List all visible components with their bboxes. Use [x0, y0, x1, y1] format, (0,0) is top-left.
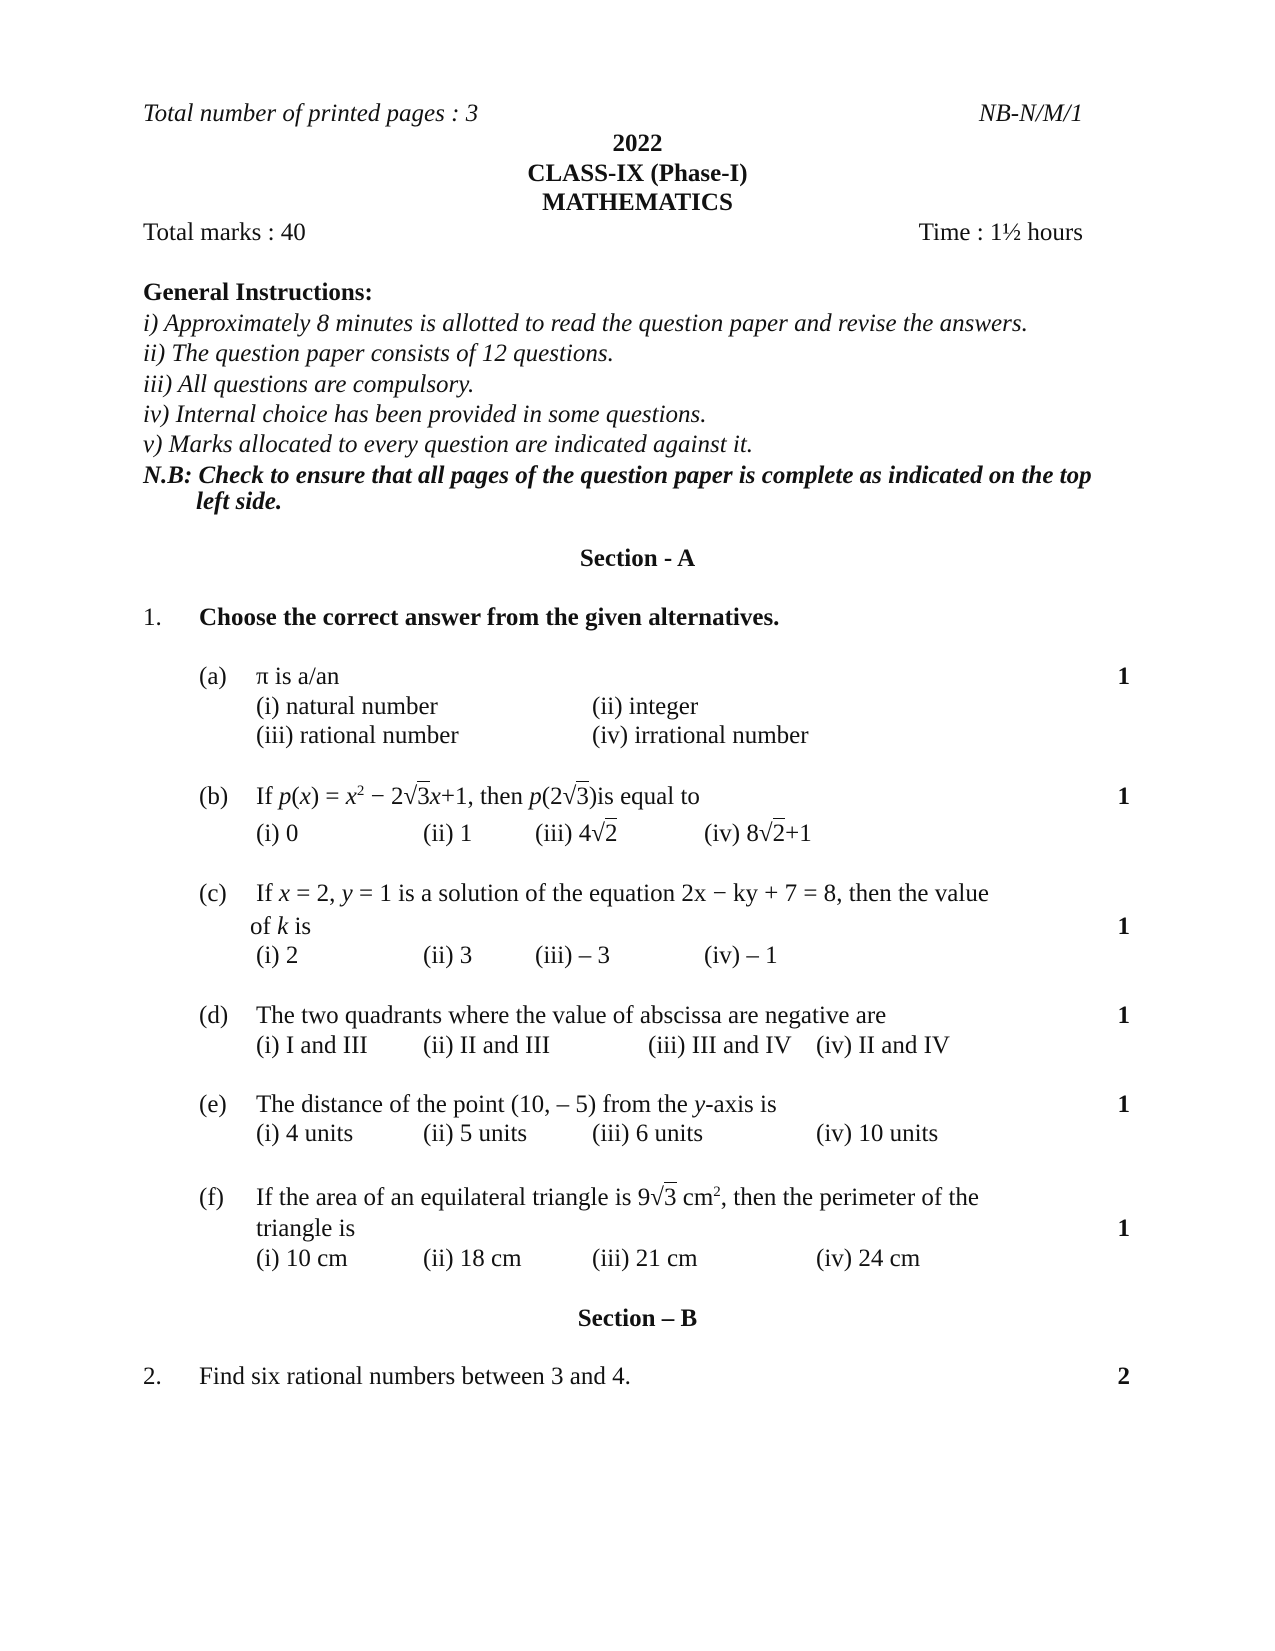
- total-marks: Total marks : 40: [143, 219, 306, 246]
- q1a-label: (a): [199, 663, 227, 690]
- q1d-option-2: (ii) II and III: [423, 1032, 551, 1059]
- nb-note-line-2: left side.: [196, 488, 283, 515]
- q1a-text: π is a/an: [256, 663, 340, 690]
- q1f-option-1: (i) 10 cm: [256, 1245, 348, 1272]
- q1b-option-3: (iii) 4√2: [535, 820, 618, 847]
- q1f-text-line-1: If the area of an equilateral triangle is 9√3 $cm^2$, then the perimeter of the: [256, 1184, 980, 1211]
- q1c-option-1: (i) 2: [256, 942, 299, 969]
- q1e-option-3: (iii) 6 units: [592, 1120, 704, 1147]
- q1d-option-4: (iv) II and IV: [816, 1032, 950, 1059]
- q1c-option-2: (ii) 3: [423, 942, 473, 969]
- q1a-option-4: (iv) irrational number: [592, 722, 809, 749]
- q1f-option-3: (iii) 21 cm: [592, 1245, 698, 1272]
- q1c-text-line-2: of k is: [250, 913, 312, 940]
- question-2-marks: 2: [1117, 1363, 1130, 1390]
- instructions-heading: General Instructions:: [143, 279, 373, 306]
- instruction-1: i) Approximately 8 minutes is allotted to read the question paper and revise the answers.: [143, 310, 1028, 337]
- question-1-number: 1.: [143, 604, 162, 631]
- q1e-label: (e): [199, 1091, 227, 1118]
- instruction-5: v) Marks allocated to every question are indicated against it.: [143, 431, 754, 458]
- q1d-option-3: (iii) III and IV: [648, 1032, 792, 1059]
- instruction-4: iv) Internal choice has been provided in some questions.: [143, 401, 707, 428]
- q1c-marks: 1: [1117, 913, 1130, 940]
- q1f-option-2: (ii) 18 cm: [423, 1245, 522, 1272]
- q1c-label: (c): [199, 880, 227, 907]
- class-title: CLASS-IX (Phase-I): [527, 160, 748, 187]
- q1e-option-2: (ii) 5 units: [423, 1120, 528, 1147]
- nb-note-line-1: N.B: Check to ensure that all pages of the question paper is complete as indicated on the top: [143, 462, 1092, 489]
- time-allowed: Time : 1½ hours: [918, 219, 1083, 246]
- q1a-option-3: (iii) rational number: [256, 722, 459, 749]
- q1a-option-2: (ii) integer: [592, 693, 699, 720]
- q1c-text-line-1: If x = 2, y = 1 is a solution of the equation 2x − ky + 7 = 8, then the value: [256, 880, 989, 907]
- printed-pages-note: Total number of printed pages : 3: [143, 100, 479, 127]
- section-a-title: Section - A: [579, 545, 696, 572]
- q1d-marks: 1: [1117, 1002, 1130, 1029]
- q1f-label: (f): [199, 1184, 224, 1211]
- q1b-label: (b): [199, 783, 229, 810]
- paper-code: NB-N/M/1: [978, 100, 1083, 127]
- q1f-option-4: (iv) 24 cm: [816, 1245, 921, 1272]
- q1c-option-3: (iii) – 3: [535, 942, 610, 969]
- q1e-option-4: (iv) 10 units: [816, 1120, 939, 1147]
- question-2-number: 2.: [143, 1363, 162, 1390]
- q1e-marks: 1: [1117, 1091, 1130, 1118]
- q1f-text-line-2: triangle is: [256, 1215, 356, 1242]
- q1d-label: (d): [199, 1002, 229, 1029]
- q1d-option-1: (i) I and III: [256, 1032, 368, 1059]
- q1b-option-2: (ii) 1: [423, 820, 473, 847]
- q1d-text: The two quadrants where the value of abscissa are negative are: [256, 1002, 887, 1029]
- q1b-option-1: (i) 0: [256, 820, 299, 847]
- q1f-marks: 1: [1117, 1215, 1130, 1242]
- q1e-text: The distance of the point (10, – 5) from the y-axis is: [256, 1091, 777, 1118]
- exam-year: 2022: [612, 130, 663, 157]
- subject-title: MATHEMATICS: [542, 189, 733, 216]
- section-b-title: Section – B: [577, 1305, 698, 1332]
- q1c-option-4: (iv) – 1: [704, 942, 778, 969]
- q1b-marks: 1: [1117, 783, 1130, 810]
- question-2-text: Find six rational numbers between 3 and 4.: [199, 1363, 631, 1390]
- question-1-text: Choose the correct answer from the given alternatives.: [199, 604, 780, 631]
- q1e-option-1: (i) 4 units: [256, 1120, 354, 1147]
- instruction-2: ii) The question paper consists of 12 questions.: [143, 340, 614, 367]
- q1b-option-4: (iv) 8√2+1: [704, 820, 812, 847]
- instruction-3: iii) All questions are compulsory.: [143, 371, 475, 398]
- q1a-marks: 1: [1117, 663, 1130, 690]
- q1b-text: If $p(x) = x^2 - 2√3x+1$, then p(2√3)is equal to: [256, 783, 700, 810]
- q1a-option-1: (i) natural number: [256, 693, 438, 720]
